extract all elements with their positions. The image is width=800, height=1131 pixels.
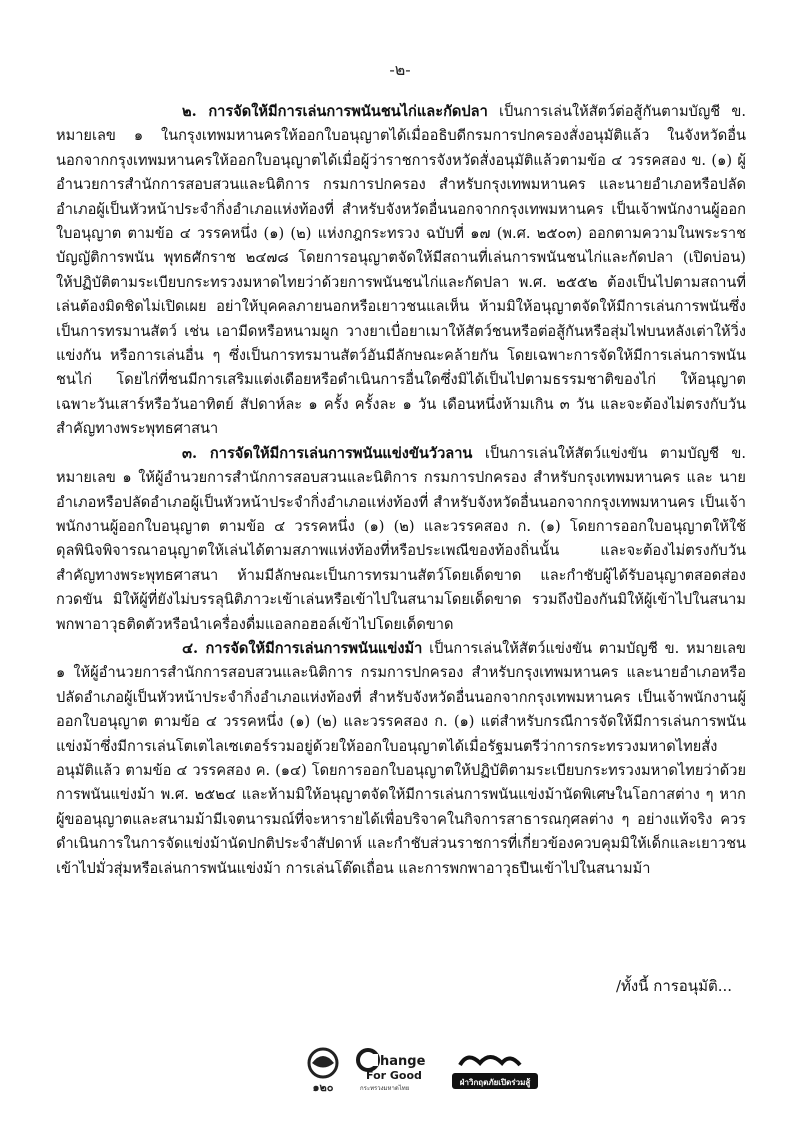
campaign-logo — [450, 1045, 540, 1095]
logo2-line1: hange — [380, 1054, 426, 1069]
paragraph-horse-racing — [56, 637, 746, 881]
paragraph-cockfighting — [56, 100, 746, 442]
paragraph-bull-racing — [56, 442, 746, 637]
page-number: -๒- — [389, 60, 411, 79]
paragraph-heading: ๔. การจัดให้มีการเล่นการพนันแข่งม้า — [182, 639, 423, 657]
paragraph-heading: ๓. การจัดให้มีการเล่นการพนันแข่งขันวัวลาน — [182, 444, 473, 462]
paragraph-text: เป็นการเล่นให้สัตว์ต่อสู้กันตามบัญชี ข. หมายเลข ๑ ในกรุงเทพมหานครให้ออกใบอนุญาตได้เมื่ออธิบดีกรมการปกครองสั่งอนุมัติแล้ว ในจังหวัดอื่นนอกจากกรุงเทพมหานครให้ออกใบอนุญาตได้เมื่อผู้ว่าราชการจังหวัดสั่งอนุมัติแล้วตามข้อ ๔ วรรคสอง ข. (๑) ผู้อำนวยการสำนักการสอบสวนและนิติการ กรมการปกครอง สำหรับกรุงเทพมหานคร และนายอำเภอหรือปลัดอำเภอผู้เป็นหัวหน้าประจำกิ่งอำเภอแห่งท้องที่ สำหรับจังหวัดอื่นนอกจากกรุงเทพมหานคร เป็นเจ้าพนักงานผู้ออกใบอนุญาต ตามข้อ ๔ วรรคหนึ่ง (๑) (๒) แห่งกฎกระทรวง ฉบับที่ ๑๗ (พ.ศ. ๒๕๐๓) ออกตามความในพระราชบัญญัติการพนัน พุทธศักราช ๒๔๗๘ โดยการอนุญาตจัดให้มีสถานที่เล่นการพนันชนไก่และกัดปลา (เปิดบ่อน) ให้ปฏิบัติตามระเบียบกระทรวงมหาดไทยว่าด้วยการพนันชนไก่และกัดปลา พ.ศ. ๒๕๕๒ ต้องเป็นไปตามสถานที่เล่นต้องมิดชิดไม่เปิดเผย อย่าให้บุคคลภายนอกหรือเยาวชนแลเห็น ห้ามมิให้อนุญาตจัดให้มีการเล่นการพนันซึ่งเป็นการทรมานสัตว์ เช่น เอามีดหรือหนามผูก วางยาเบื่อยาเมาให้สัตว์ชนหรือต่อสู้กันหรือสุ่มไฟบนหลังเต่าให้วิ่งแข่งกัน หรือการเล่นอื่น ๆ ซึ่งเป็นการทรมานสัตว์อันมีลักษณะคล้ายกัน โดยเฉพาะการจัดให้มีการเล่นการพนันชนไก่ โดยไก่ที่ชนมีการเสริมแต่งเดือยหรือดำเนินการอื่นใดซึ่งมิได้เป็นไปตามธรรมชาติของไก่ ให้อนุญาตเฉพาะวันเสาร์หรือวันอาทิตย์ สัปดาห์ละ ๑ ครั้ง ครั้งละ ๑ วัน เดือนหนึ่งห้ามเกิน ๓ วัน และจะต้องไม่ตรงกับวันสำคัญทางพระพุทธศาสนา — [56, 103, 746, 438]
paragraph-heading: ๒. การจัดให้มีการเล่นการพนันชนไก่และกัดปลา — [182, 103, 488, 120]
logo2-line3: กระทรวงมหาดไทย — [360, 1085, 410, 1092]
footer-logos — [300, 1045, 560, 1095]
paragraph-text: เป็นการเล่นให้สัตว์แข่งขัน ตามบัญชี ข. หมายเลข ๑ ให้ผู้อำนวยการสำนักการสอบสวนและนิติการ กรมการปกครอง สำหรับกรุงเทพมหานคร และนายอำเภอหรือปลัดอำเภอผู้เป็นหัวหน้าประจำกิ่งอำเภอแห่งท้องที่ สำหรับจังหวัดอื่นนอกจากกรุงเทพมหานคร เป็นเจ้าพนักงานผู้ออกใบอนุญาต ตามข้อ ๔ วรรคหนึ่ง (๑) (๒) และวรรคสอง ก. (๑) แต่สำหรับกรณีการจัดให้มีการเล่นการพนันแข่งม้าซึ่งมีการเล่นโตเตไลเซเตอร์รวมอยู่ด้วยให้ออกใบอนุญาตได้เมื่อรัฐมนตรีว่าการกระทรวงมหาดไทยสั่งอนุมัติแล้ว ตามข้อ ๔ วรรคสอง ค. (๑๔) โดยการออกใบอนุญาตให้ปฏิบัติตามระเบียบกระทรวงมหาดไทยว่าด้วยการพนันแข่งม้า พ.ศ. ๒๕๒๔ และห้ามมิให้อนุญาตจัดให้มีการเล่นการพนันแข่งม้านัดพิเศษในโอกาสต่าง ๆ หากผู้ขออนุญาตและสนามม้ามีเจตนารมณ์ที่จะหารายได้เพื่อบริจาคในกิจการสาธารณกุศลต่าง ๆ อย่างแท้จริง ควรดำเนินการในการจัดแข่งม้านัดปกติประจำสัปดาห์ และกำชับส่วนราชการที่เกี่ยวข้องควบคุมมิให้เด็กและเยาวชนเข้าไปมั่วสุ่มหรือเล่นการพนันแข่งม้า การเล่นโต๊ดเถื่อน และการพกพาอาวุธปืนเข้าไปในสนามม้า — [56, 639, 747, 877]
document-body — [56, 100, 746, 881]
continuation-note: /ทั้งนี้ การอนุมัติ... — [615, 977, 732, 995]
logo3-label: ฝ่าวิกฤตภัยเปิดร่วมสู้ — [459, 1078, 531, 1087]
change-for-good-logo — [356, 1045, 440, 1095]
anniversary-120-logo — [300, 1045, 346, 1095]
logo2-line2: For Good — [366, 1069, 422, 1082]
paragraph-text: เป็นการเล่นให้สัตว์แข่งขัน ตามบัญชี ข. หมายเลข ๑ ให้ผู้อำนวยการสำนักการสอบสวนและนิติการ กรมการปกครอง สำหรับกรุงเทพมหานคร และ นายอำเภอหรือปลัดอำเภอผู้เป็นหัวหน้าประจำกิ่งอำเภอแห่งท้องที่ สำหรับจังหวัดอื่นนอกจากกรุงเทพมหานคร เป็นเจ้าพนักงานผู้ออกใบอนุญาต ตามข้อ ๔ วรรคหนึ่ง (๑) (๒) และวรรคสอง ก. (๑) โดยการออกใบอนุญาตให้ใช้ดุลพินิจพิจารณาอนุญาตให้เล่นได้ตามสภาพแห่งท้องที่หรือประเพณีของท้องถิ่นนั้น และจะต้องไม่ตรงกับวันสำคัญทางพระพุทธศาสนา ห้ามมีลักษณะเป็นการทรมานสัตว์โดยเด็ดขาด และกำชับผู้ได้รับอนุญาตสอดส่อง กวดขัน มิให้ผู้ที่ยังไม่บรรลุนิติภาวะเข้าเล่นหรือเข้าไปในสนามโดยเด็ดขาด รวมถึงป้องกันมิให้ผู้เข้าไปในสนามพกพาอาวุธติดตัวหรือนำเครื่องดื่มแอลกอฮอล์เข้าไปโดยเด็ดขาด — [56, 444, 746, 633]
logo1-label: ๑๒๐ — [312, 1081, 334, 1094]
